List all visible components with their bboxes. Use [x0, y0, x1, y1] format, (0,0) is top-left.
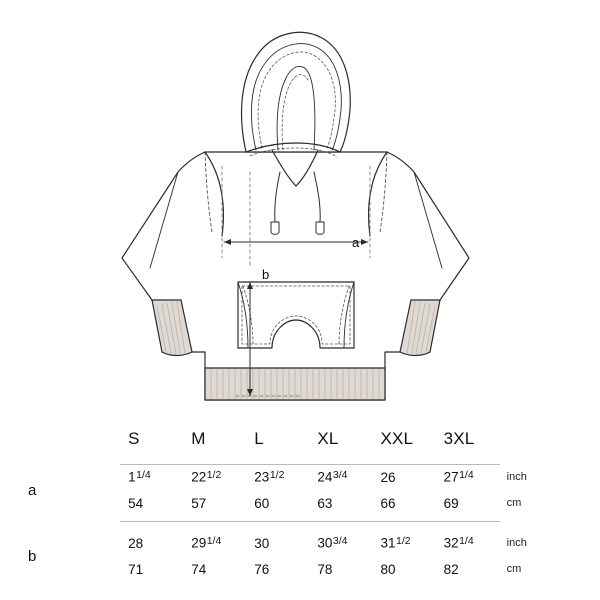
header-size-3xl: 3XL: [443, 429, 475, 448]
hood-outline: [242, 32, 351, 152]
size-table-wrapper: [0, 424, 600, 600]
table-row: [28, 530, 572, 556]
cell-b-cm-m: 74: [191, 561, 207, 577]
header-size-s: S: [128, 429, 140, 448]
header-size-l: L: [254, 429, 264, 448]
table-spacer-row-1: [28, 454, 572, 464]
cell-a-inch-s: $1^{1/4}$: [128, 469, 151, 485]
spacer-cell: [28, 516, 572, 530]
cell-a-cm-l: 60: [254, 495, 270, 511]
cell-b-inch-s: 28: [128, 535, 144, 551]
table-spacer-row-2: [28, 516, 572, 530]
unit-b-inch: inch: [506, 537, 527, 549]
cell-a-cm-m: 57: [191, 495, 207, 511]
unit-b-cm: cm: [506, 563, 522, 575]
header-size-xxl: XXL: [380, 429, 414, 448]
hoodie-body-outline: [122, 152, 469, 400]
cell-a-cm-xl: 63: [317, 495, 333, 511]
cell-a-cm-3xl: 69: [443, 495, 459, 511]
cell-a-cm-xxl: 66: [380, 495, 396, 511]
cell-a-inch-m: $22^{1/2}$: [191, 469, 222, 485]
cell-a-inch-l: $23^{1/2}$: [254, 469, 285, 485]
unit-a-inch: inch: [506, 471, 527, 483]
row-label-b: b: [28, 547, 37, 565]
table-header-row: [28, 424, 572, 454]
drawcord-tip-right: [316, 222, 324, 234]
table-row: [28, 464, 572, 490]
row-label-a: a: [28, 481, 37, 499]
header-unit: [507, 424, 572, 454]
header-size-xl: XL: [317, 429, 339, 448]
measure-label-a: a: [352, 235, 360, 250]
cell-b-cm-s: 71: [128, 561, 144, 577]
cell-b-inch-xl: $30^{3/4}$: [317, 535, 348, 551]
cell-a-inch-3xl: $27^{1/4}$: [443, 469, 474, 485]
drawcord-tip-left: [271, 222, 279, 234]
cell-a-inch-xl: $24^{3/4}$: [317, 469, 348, 485]
unit-a-cm: cm: [506, 497, 522, 509]
spacer-cell: [28, 454, 572, 464]
cell-b-inch-m: $29^{1/4}$: [191, 535, 222, 551]
cell-b-inch-xxl: $31^{1/2}$: [380, 535, 411, 551]
cell-b-cm-3xl: 82: [443, 561, 459, 577]
measure-label-b: b: [262, 267, 270, 282]
header-size-m: M: [191, 429, 206, 448]
size-table: [28, 424, 572, 582]
cell-a-cm-s: 54: [128, 495, 144, 511]
cell-b-inch-3xl: $32^{1/4}$: [443, 535, 474, 551]
cell-b-cm-xl: 78: [317, 561, 333, 577]
header-corner: [28, 424, 128, 454]
cell-b-cm-xxl: 80: [380, 561, 396, 577]
cell-a-inch-xxl: 26: [380, 469, 396, 485]
cell-b-cm-l: 76: [254, 561, 270, 577]
cell-b-inch-l: 30: [254, 535, 270, 551]
